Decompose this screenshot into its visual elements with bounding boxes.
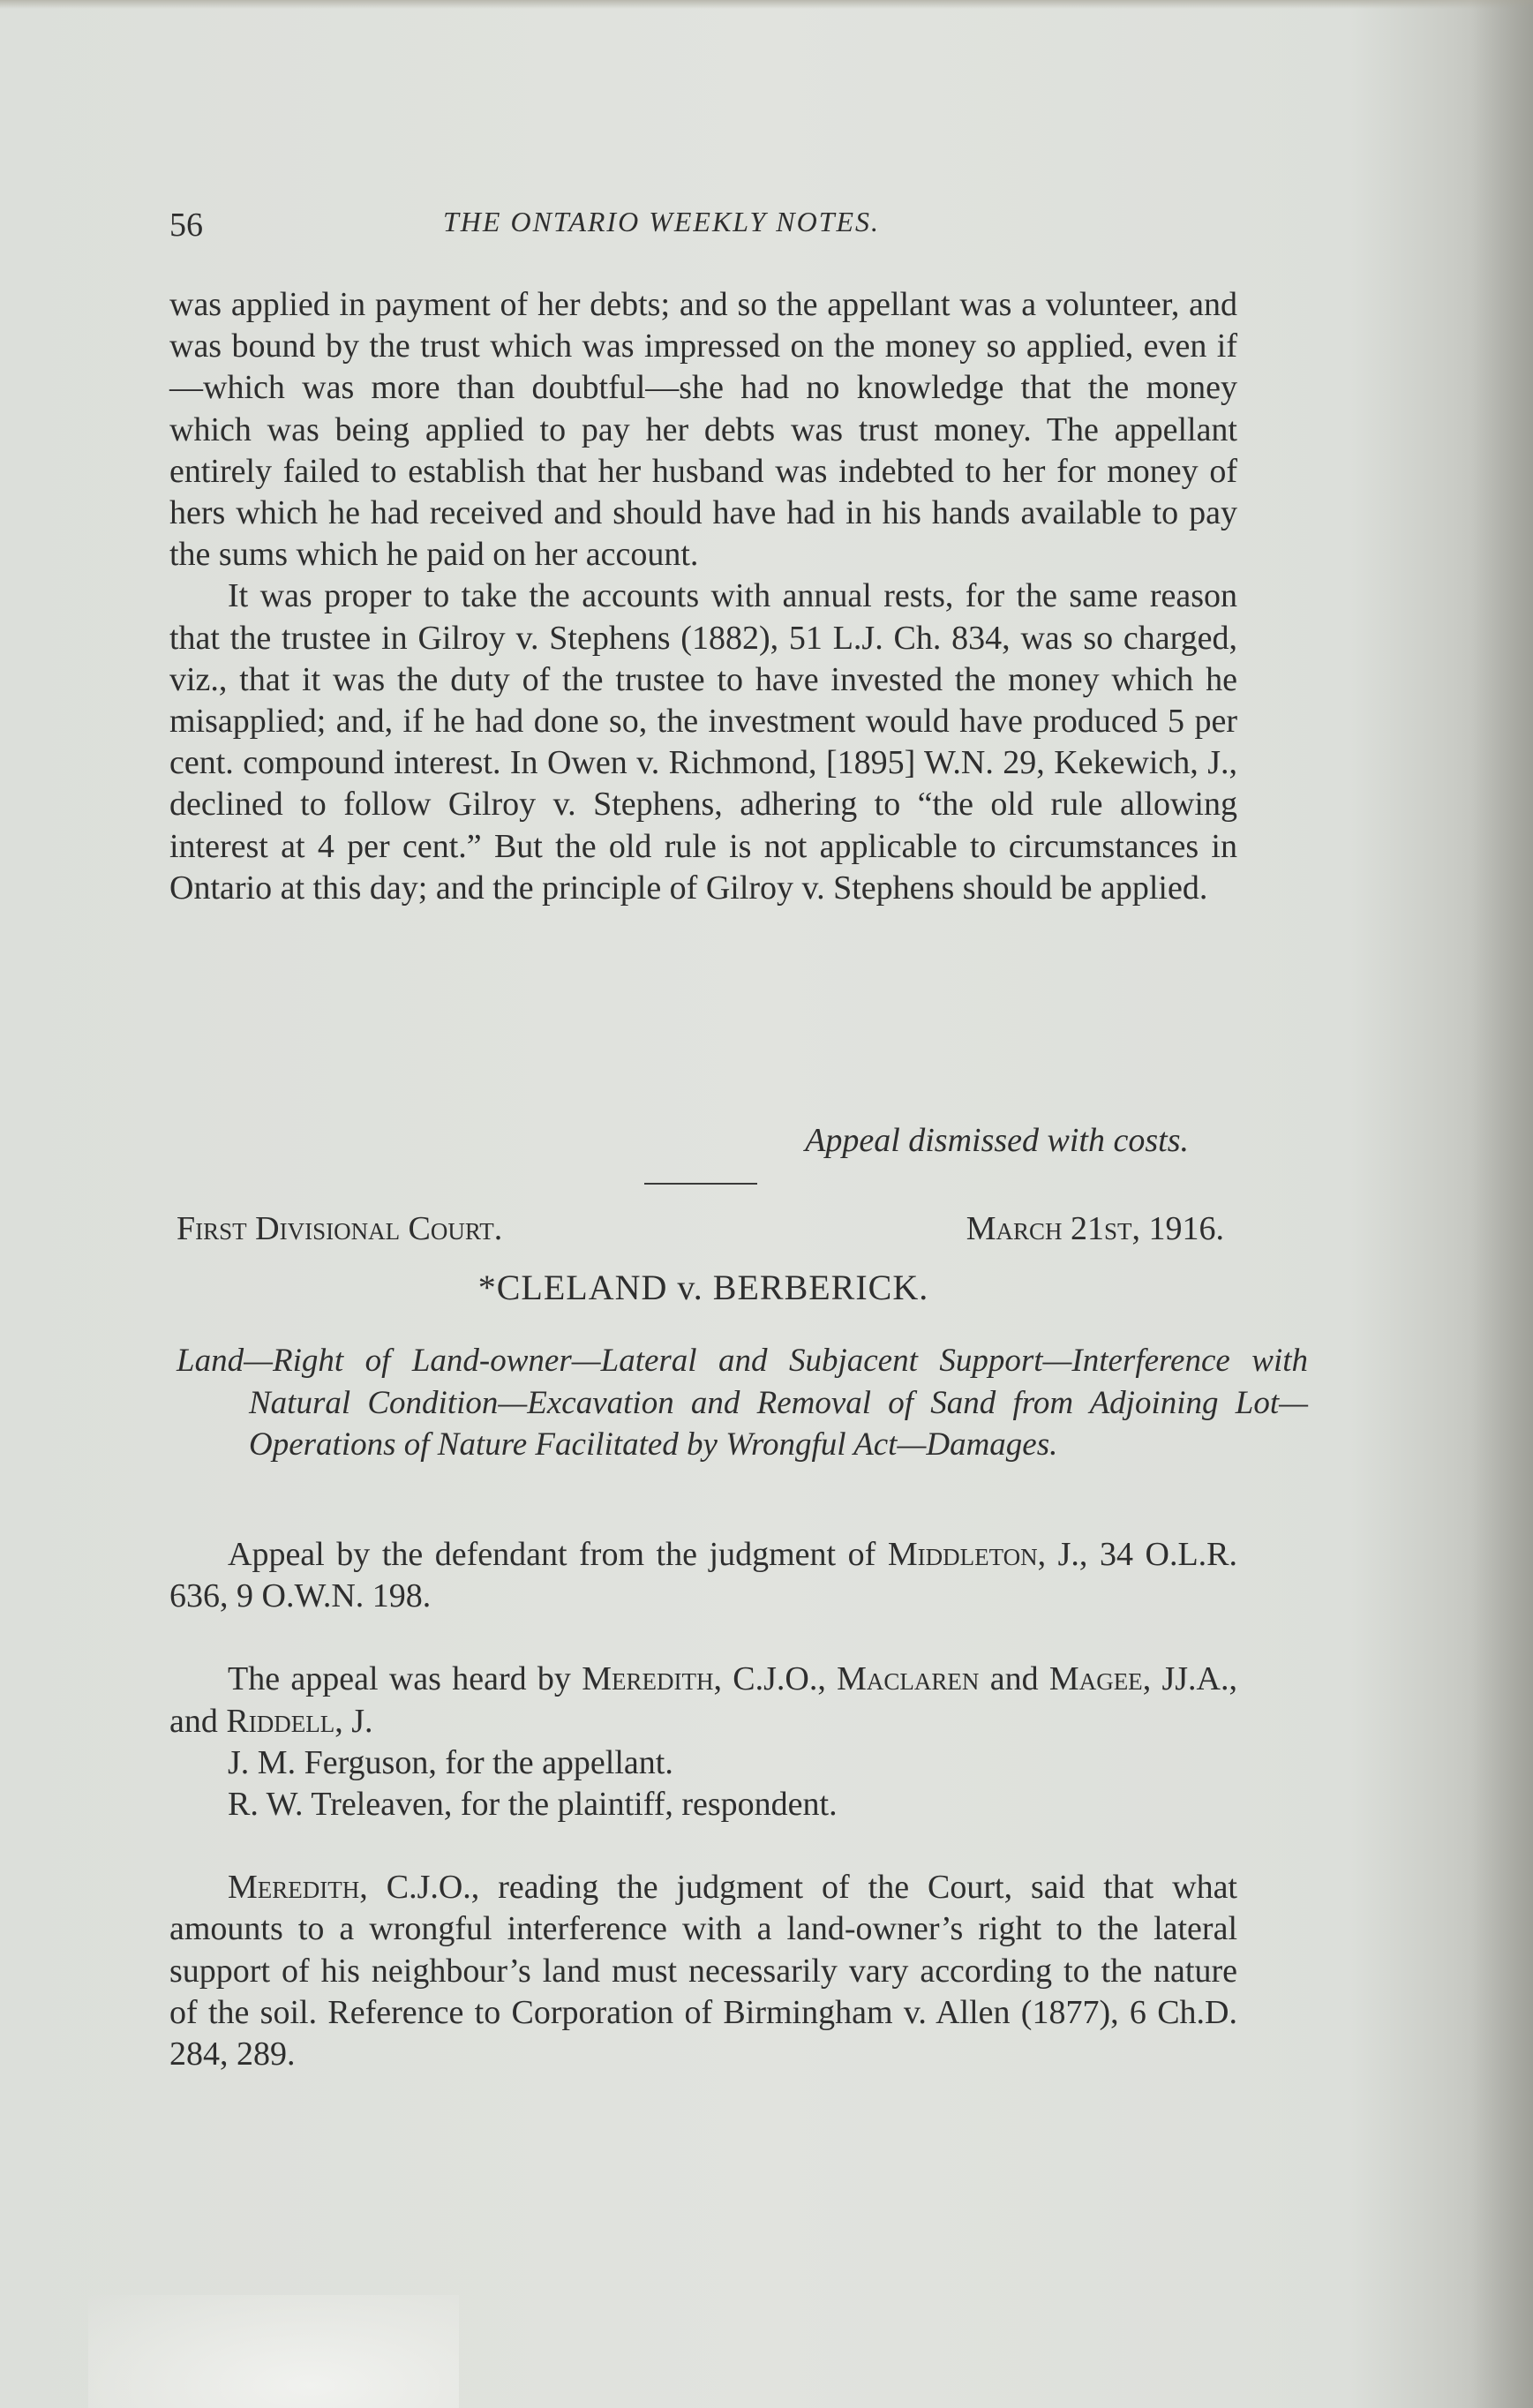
heard-text: and: [979, 1660, 1049, 1698]
heard-text: The appeal was heard by: [228, 1660, 582, 1698]
section-divider: [644, 1183, 757, 1185]
judge-name: Middleton: [887, 1536, 1038, 1573]
judgment-text: , C.J.O., reading the judgment of the Court, said that what amounts to a wrongful interference with a land-owner’s right to the lateral support of his neighbour’s land must necessarily vary according to the nature of the soil. Reference to Corporation of Birmingham v. Allen (1877), 6 Ch.D. 284, 289.: [169, 1869, 1237, 2073]
judge-name: Meredith: [228, 1869, 360, 1907]
judge-name: Maclaren: [837, 1660, 980, 1698]
second-paragraph: It was proper to take the accounts with annual rests, for the same reason that the trustee in Gilroy v. Stephens (1882), 51 L.J. Ch. 834, was so charged, viz., that it was the duty of the trustee to have invested the money which he misapplied; and, if he had done so, the investment would have produced 5 per cent. compound interest. In Owen v. Richmond, [1895] W.N. 29, Kekewich, J., declined to follow Gilroy v. Stephens, adhering to “the old rule allowing interest at 4 per cent.” But the old rule is not applicable to circumstances in Ontario at this day; and the principle of Gilroy v. Stephens should be applied.: [169, 577, 1237, 907]
case-title: *CLELAND v. BERBERICK.: [477, 1268, 929, 1307]
judge-name: Riddell: [226, 1702, 335, 1740]
judgment-paragraph: [169, 1867, 1237, 2075]
page-top-edge: [0, 0, 1533, 9]
court-name: First Divisional Court.: [177, 1210, 503, 1247]
judge-name: Meredith: [582, 1660, 714, 1698]
heard-paragraph: [169, 1659, 1237, 1742]
court-line: [177, 1209, 1224, 1248]
appeal-text-after: , J., 34 O.L.R. 636, 9 O.W.N. 198.: [169, 1536, 1237, 1615]
body-text-top: [169, 284, 1237, 909]
headnote: Land—Right of Land-owner—Lateral and Subjacent Support—Interference with Natural Condition—Excavation and Removal of Sand from Adjoining Lot—Operations of Nature Facilitated by Wrongful Act—Damages.: [177, 1343, 1308, 1463]
court-date: March 21st, 1916.: [966, 1210, 1224, 1247]
counsel-appellant: J. M. Ferguson, for the appellant.: [228, 1743, 673, 1781]
appeal-text-before: Appeal by the defendant from the judgment of: [228, 1536, 888, 1573]
opening-paragraph: was applied in payment of her debts; and so the appellant was a volunteer, and was bound by the trust which was impressed on the money so applied, even if—which was more than doubtful—she had no knowledge that the money which was being applied to pay her debts was trust money. The appellant entirely failed to establish that her husband was indebted to her for money of hers which he had received and should have had in his hands available to pay the sums which he paid on her account.: [169, 286, 1237, 574]
binding-shadow: [1471, 0, 1533, 2408]
heard-text: , JJ.A., and: [169, 1660, 1238, 1740]
appeal-conclusion: Appeal dismissed with costs.: [805, 1122, 1189, 1159]
body-text-bottom: [169, 1534, 1237, 2075]
page-number: 56: [169, 207, 203, 244]
running-head: THE ONTARIO WEEKLY NOTES.: [443, 206, 881, 237]
judge-name: Magee: [1048, 1660, 1143, 1698]
paper-wear-mark: [88, 2295, 459, 2408]
heard-text: , J.: [334, 1702, 373, 1740]
counsel-respondent: R. W. Treleaven, for the plaintiff, respondent.: [228, 1786, 838, 1824]
appeal-paragraph: [169, 1534, 1237, 1617]
page-header: [169, 199, 1237, 243]
heard-text: , C.J.O.,: [713, 1660, 838, 1698]
